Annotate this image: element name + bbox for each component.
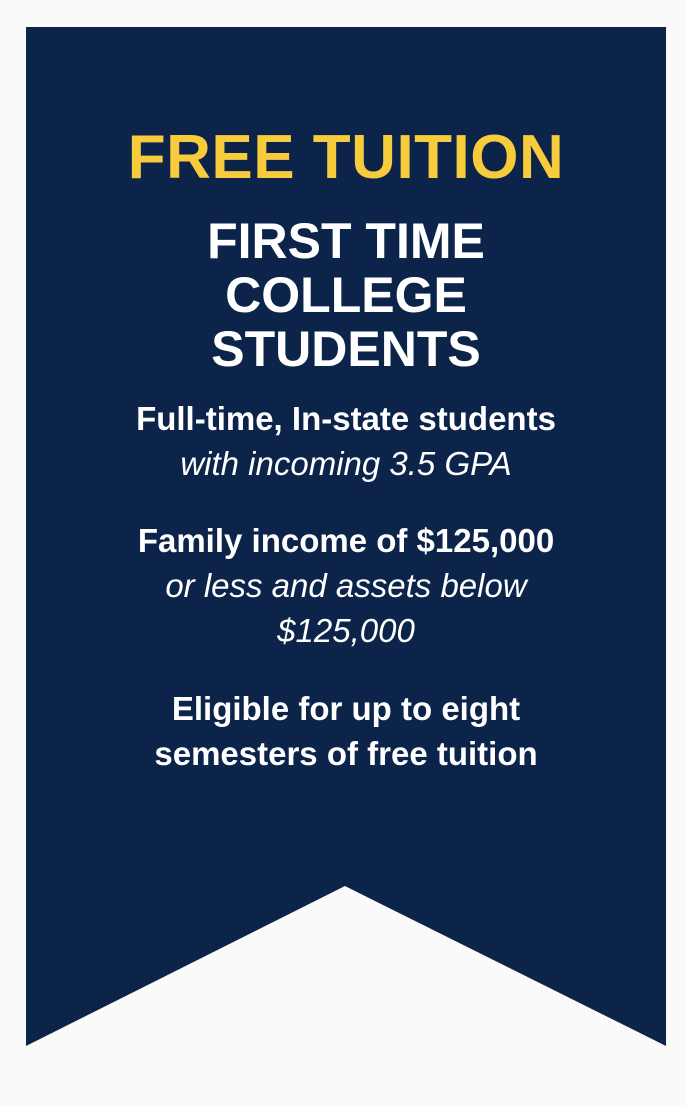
criterion-residency-gpa bbox=[26, 396, 666, 486]
criterion-gpa-text: with incoming 3.5 GPA bbox=[180, 445, 512, 482]
subheadline-line-3: STUDENTS bbox=[211, 321, 481, 377]
subheadline-line-1: FIRST TIME bbox=[207, 213, 485, 269]
criterion-eligibility-text-2: semesters of free tuition bbox=[154, 735, 538, 772]
criterion-eligibility-text-1: Eligible for up to eight bbox=[171, 690, 521, 727]
criterion-residency-text: Full-time, In-state students bbox=[136, 400, 556, 437]
headline: FREE TUITION bbox=[127, 123, 565, 192]
criterion-eligibility bbox=[26, 686, 666, 776]
criterion-income-text: Family income of $125,000 bbox=[137, 522, 555, 559]
criterion-income bbox=[26, 518, 666, 653]
subheadline-line-2: COLLEGE bbox=[225, 267, 467, 323]
subheadline bbox=[26, 214, 666, 376]
criterion-assets-text-1: or less and assets below bbox=[165, 567, 527, 604]
criterion-assets-text-2: $125,000 bbox=[277, 612, 415, 649]
